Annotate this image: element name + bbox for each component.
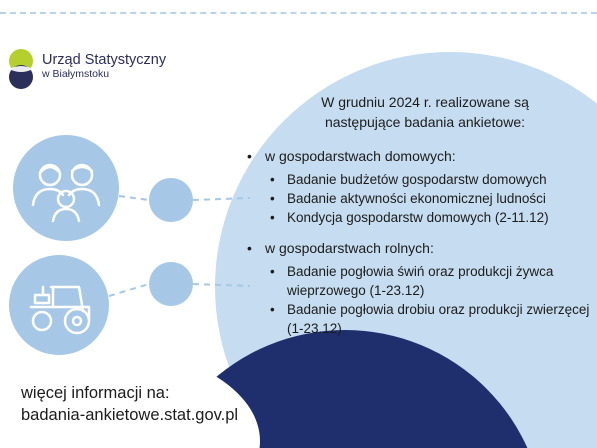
farms-connector-node [149,262,193,306]
more-info-url[interactable]: badania-ankietowe.stat.gov.pl [21,406,239,424]
list-item [270,262,553,300]
list-item [270,189,546,208]
more-info-label: więcej informacji na: [21,384,170,402]
surveys-heading [290,92,560,132]
group-households-label: w gospodarstwach domowych: [265,148,456,164]
list-item-text-continued: (1-23.12) [287,321,342,336]
households-connector-node [149,178,193,222]
list-item-text: Badanie pogłowia świń oraz produkcji żywca [287,264,554,279]
logo-circles-icon [3,48,39,90]
bullet: • [247,240,252,256]
households-icon-circle [13,135,119,241]
bullet: • [247,148,252,164]
bullet: • [270,191,275,206]
people-family-icon [13,135,119,241]
list-item-text: Badanie budżetów gospodarstw domowych [287,172,547,187]
bullet: • [270,302,275,317]
logo-title: Urząd Statystyczny [42,52,167,68]
list-item [270,170,547,189]
logo-subtitle: w Białymstoku [42,67,110,80]
heading-line-2: następujące badania ankietowe: [324,114,526,130]
more-info-footer [21,382,238,426]
group-households [247,146,456,166]
group-farms-label: w gospodarstwach rolnych: [265,240,434,256]
bullet: • [270,210,275,225]
list-item [270,208,549,227]
bullet: • [270,264,275,279]
list-item-text: Badanie pogłowia drobiu oraz produkcji zwierzęcej [287,302,590,317]
list-item-text: Badanie aktywności ekonomicznej ludności [287,191,546,206]
list-item-text-continued: wieprzowego (1-23.12) [287,283,425,298]
list-item-text: Kondycja gospodarstw domowych (2-11.12) [287,210,549,225]
bullet: • [270,172,275,187]
list-item [270,300,589,338]
logo-wordmark [42,53,166,80]
group-farms [247,238,434,258]
tractor-icon [9,255,109,355]
farms-icon-circle [9,255,109,355]
heading-line-1: W grudniu 2024 r. realizowane są [321,94,529,110]
